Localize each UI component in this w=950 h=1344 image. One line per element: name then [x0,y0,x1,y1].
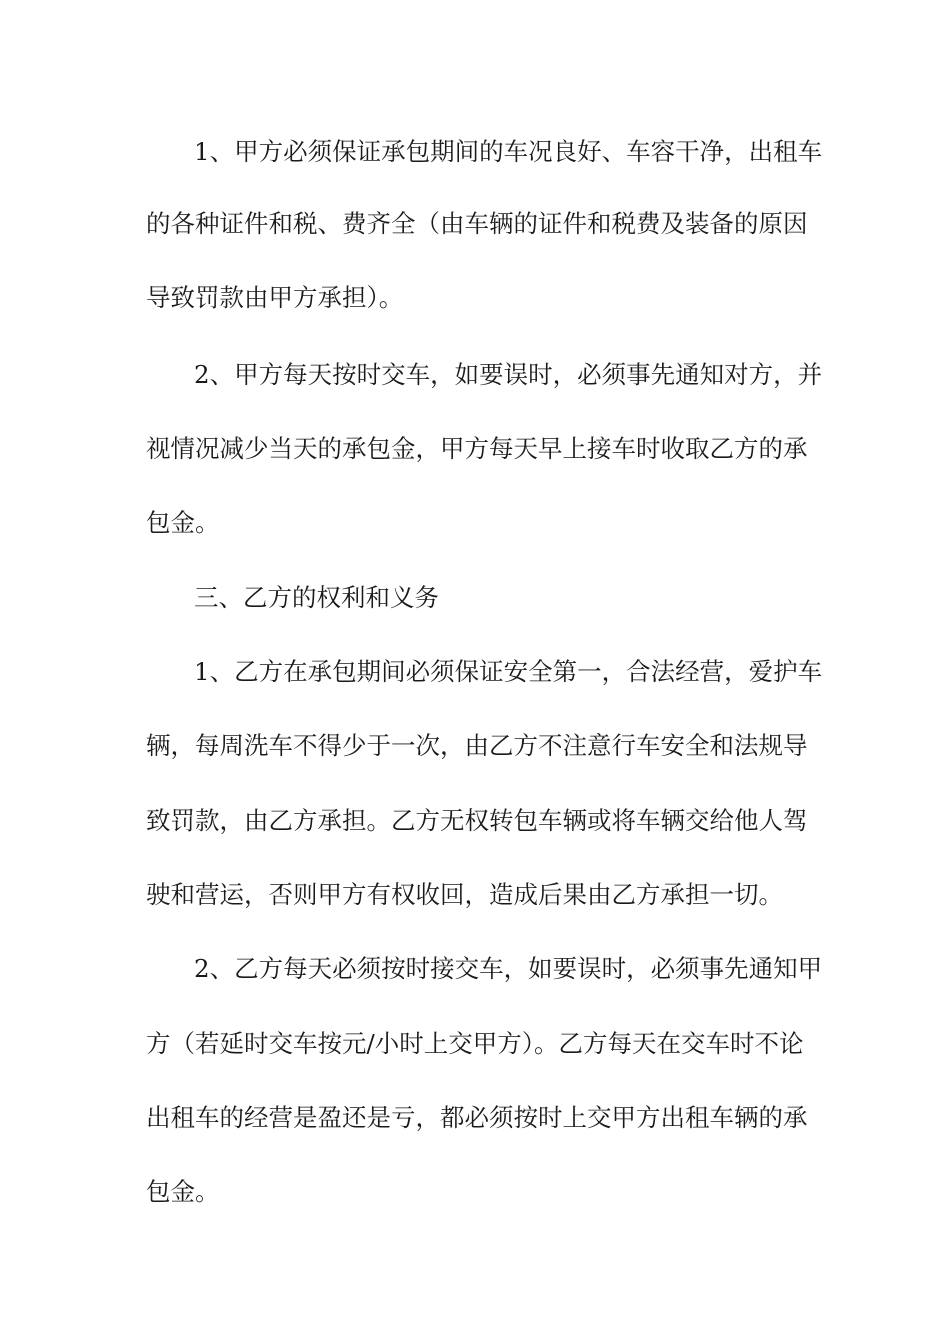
clause-3-2-line-2: 方（若延时交车按元/小时上交甲方）。乙方每天在交车时不论 [146,1029,804,1058]
clause-3-1-line-2: 辆，每周洗车不得少于一次，由乙方不注意行车安全和法规导 [146,731,808,760]
clause-3-1-line-4: 驶和营运，否则甲方有权收回，造成后果由乙方承担一切。 [146,880,783,909]
clause-3-1-line-1: 1、乙方在承包期间必须保证安全第一，合法经营，爱护车 [194,657,823,686]
clause-3-2-line-1: 2、乙方每天必须按时接交车，如要误时，必须事先通知甲 [194,954,823,983]
clause-1-line-2: 的各种证件和税、费齐全（由车辆的证件和税费及装备的原因 [146,209,808,238]
clause-1-line-1: 1、甲方必须保证承包期间的车况良好、车容干净，出租车 [194,137,823,166]
clause-2-line-3: 包金。 [146,508,220,537]
clause-3-2-line-3: 出租车的经营是盈还是亏，都必须按时上交甲方出租车辆的承 [146,1103,808,1132]
clause-3-1-line-3: 致罚款，由乙方承担。乙方无权转包车辆或将车辆交给他人驾 [146,806,808,835]
clause-2-line-2: 视情况减少当天的承包金，甲方每天早上接车时收取乙方的承 [146,434,808,463]
clause-3-2-line-4: 包金。 [146,1177,220,1206]
clause-1-line-3: 导致罚款由甲方承担）。 [146,283,404,312]
clause-2-line-1: 2、甲方每天按时交车，如要误时，必须事先通知对方，并 [194,360,823,389]
section-heading-3: 三、乙方的权利和义务 [194,583,439,612]
